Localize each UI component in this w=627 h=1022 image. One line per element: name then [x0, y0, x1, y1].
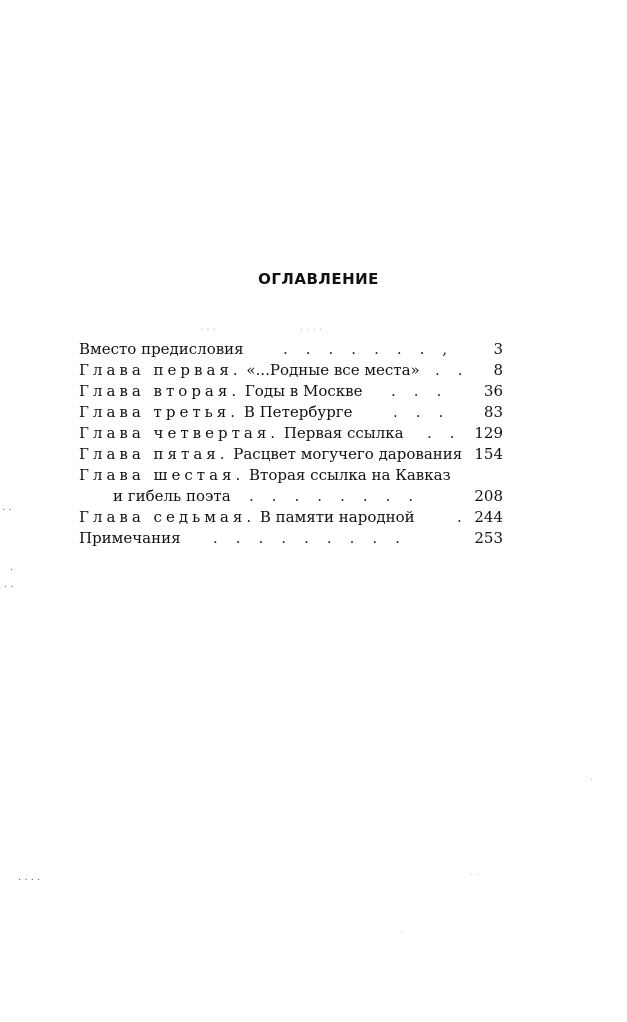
toc-entry-chapter: Глава седьмая.: [79, 508, 256, 526]
toc-title: ОГЛАВЛЕНИЕ: [258, 270, 379, 288]
toc-entry-chapter: Глава четвертая.: [79, 424, 280, 442]
toc-entry-label: Расцвет могучего дарования: [228, 445, 463, 463]
toc-entry-label: В памяти народной: [255, 508, 415, 526]
scan-speck: · · · ·: [18, 875, 41, 886]
scan-speck: ·: [10, 565, 14, 576]
scan-speck: ·: [590, 775, 594, 786]
scan-speck: ·: [400, 928, 404, 939]
toc-entry: [79, 381, 503, 402]
toc-entry-chapter: Глава вторая.: [79, 382, 241, 400]
leader-dots: .: [457, 508, 480, 526]
leader-dots: .......,: [283, 340, 466, 358]
toc-entry: [79, 444, 503, 465]
toc-entry-label: Вторая ссылка на Кавказ: [244, 466, 451, 484]
leader-dots: .........: [213, 529, 418, 547]
toc-entry: [79, 507, 503, 528]
toc-entry-chapter: Глава шестая.: [79, 466, 245, 484]
toc-entry-page: 8: [493, 361, 503, 379]
leader-dots: ...: [393, 403, 462, 421]
scan-speck: · ·: [4, 582, 14, 593]
toc-entry-label: В Петербурге: [239, 403, 353, 421]
toc-entry-label: и гибель поэта: [113, 487, 231, 505]
toc-entry-chapter: Глава первая.: [79, 361, 242, 379]
toc-entry-label: Первая ссылка: [279, 424, 404, 442]
toc-entry-page: 36: [483, 382, 503, 400]
toc-entry: [79, 339, 503, 360]
leader-dots: ..: [435, 361, 481, 379]
toc-entry-page: 3: [493, 340, 503, 358]
toc-entry: [79, 360, 503, 381]
scan-speck: · ·: [2, 505, 12, 516]
toc-entry-page: 154: [474, 445, 503, 463]
table-of-contents: [79, 339, 503, 549]
leader-dots: ...: [391, 382, 460, 400]
scan-speck: · · · ·: [300, 325, 323, 336]
toc-entry-page: 83: [483, 403, 503, 421]
toc-entry-label: Годы в Москве: [240, 382, 363, 400]
scan-speck: · · ·: [200, 325, 216, 336]
toc-entry-label: «...Родные все места»: [241, 361, 420, 379]
leader-dots: ..: [427, 424, 473, 442]
toc-entry: [79, 423, 503, 444]
toc-entry-page: 208: [474, 487, 503, 505]
toc-entry-page: 129: [474, 424, 503, 442]
toc-entry-chapter: Глава третья.: [79, 403, 240, 421]
toc-entry-chapter: Глава пятая.: [79, 445, 229, 463]
toc-entry-label: Вместо предисловия: [79, 340, 244, 358]
toc-entry: [79, 402, 503, 423]
leader-dots: ........: [249, 487, 432, 505]
toc-entry-continuation: [79, 486, 503, 507]
toc-entry-page: 244: [474, 508, 503, 526]
scan-speck: · ·: [470, 870, 480, 881]
toc-entry: [79, 465, 503, 486]
toc-entry-page: 253: [474, 529, 503, 547]
toc-entry-label: Примечания: [79, 529, 181, 547]
toc-entry: [79, 528, 503, 549]
